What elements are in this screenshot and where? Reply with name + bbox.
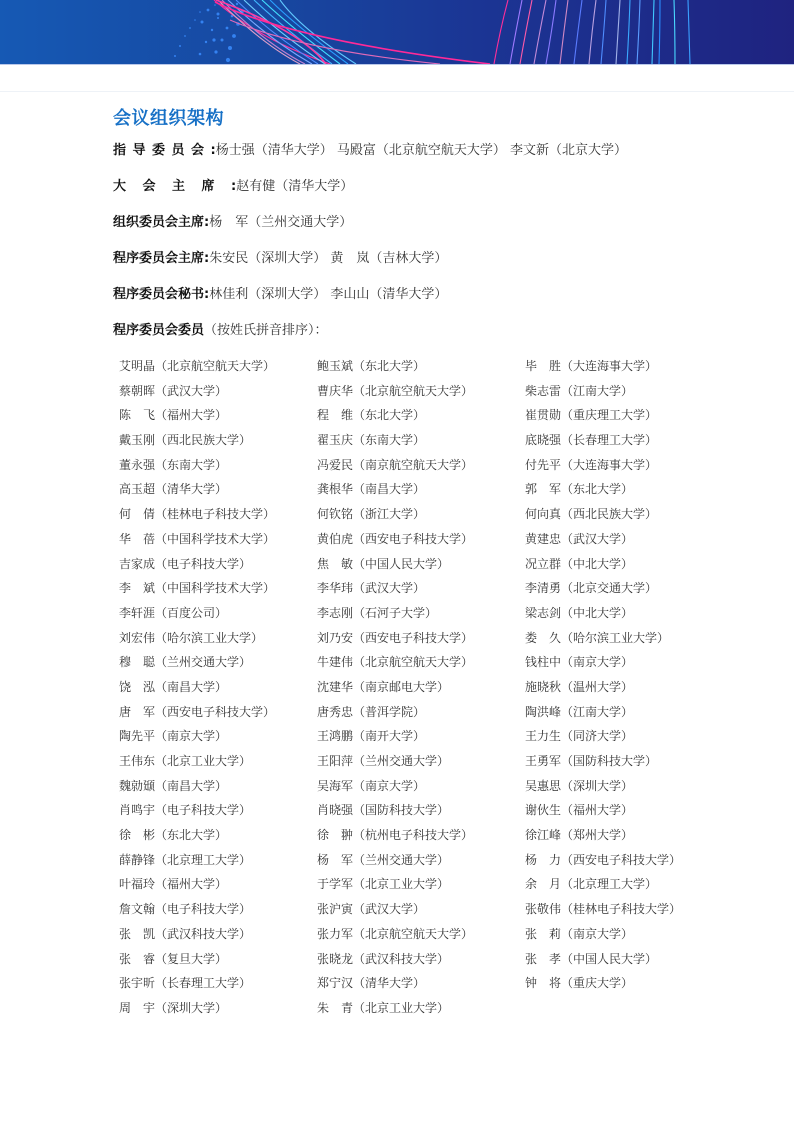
member-item (317, 381, 525, 406)
member-name: 王力生 (525, 729, 562, 744)
member-name: 翟玉庆 (317, 433, 354, 448)
member-name: 刘宏伟 (119, 630, 156, 645)
member-affiliation: （长春理工大学） (155, 976, 252, 991)
member-affiliation: （电子科技大学） (155, 902, 252, 917)
member-item (525, 949, 719, 974)
member-item (317, 554, 525, 579)
member-affiliation: （中国科学技术大学） (155, 581, 276, 596)
role-program-chair (113, 250, 447, 268)
member-name: 唐 军 (119, 704, 156, 719)
member-affiliation: （桂林电子科技大学） (155, 507, 276, 522)
member-item (119, 825, 317, 850)
member-item (317, 949, 525, 974)
member-item (317, 504, 525, 529)
member-item (317, 800, 525, 825)
member-affiliation: （兰州交通大学） (353, 852, 450, 867)
role-colon: : (204, 251, 210, 266)
member-name: 底晓强 (525, 433, 562, 448)
member-affiliation: （中国科学技术大学） (155, 531, 276, 546)
role-label: 程序委员会委员 (113, 323, 205, 338)
member-item (119, 479, 317, 504)
member-affiliation: （国防科技大学） (561, 754, 658, 768)
member-affiliation: （中北大学） (561, 605, 634, 620)
member-name: 付先平 (525, 457, 562, 472)
member-item (317, 874, 525, 899)
member-item (119, 578, 317, 603)
member-name: 毕 胜 (525, 359, 562, 373)
member-item (119, 455, 317, 480)
member-item (317, 603, 525, 628)
member-name: 沈建华 (317, 679, 354, 694)
member-item (317, 652, 525, 677)
member-item (119, 726, 317, 751)
member-item (317, 702, 525, 727)
member-item (119, 998, 317, 1023)
member-name: 肖鸣宇 (119, 803, 156, 818)
member-item (119, 554, 317, 579)
member-affiliation: （石河子大学） (353, 605, 438, 620)
member-affiliation: （北京航空航天大学） (353, 655, 474, 670)
member-item (525, 751, 719, 776)
member-name: 张沪寅 (317, 902, 354, 917)
member-name: 况立群 (525, 556, 562, 571)
member-item (119, 850, 317, 875)
member-affiliation: （南京大学） (561, 926, 634, 941)
member-name: 王伟东 (119, 754, 156, 768)
member-affiliation: （西北民族大学） (155, 433, 252, 448)
member-affiliation: （南昌大学） (155, 778, 228, 793)
member-affiliation: （南京航空航天大学） (353, 457, 474, 472)
member-affiliation: （北京航空航天大学） (353, 926, 474, 941)
member-affiliation: （北京理工大学） (561, 877, 658, 892)
member-affiliation: （电子科技大学） (155, 556, 252, 571)
section-title: 会议组织架构 (113, 108, 224, 129)
member-affiliation: （北京工业大学） (353, 1000, 450, 1015)
member-affiliation: （武汉大学） (353, 902, 426, 917)
member-affiliation: （福州大学） (155, 877, 228, 892)
role-colon: : (231, 179, 237, 194)
member-affiliation: （清华大学） (353, 976, 426, 991)
member-name: 牛建伟 (317, 655, 354, 670)
role-program-secretary (113, 286, 447, 304)
member-name: 徐江峰 (525, 828, 562, 843)
member-item (119, 603, 317, 628)
member-name: 艾明晶 (119, 359, 156, 373)
member-item (317, 628, 525, 653)
member-name: 张 睿 (119, 951, 156, 966)
member-name: 李志刚 (317, 605, 354, 620)
member-name: 董永强 (119, 457, 156, 472)
member-item (525, 973, 719, 998)
member-name: 饶 泓 (119, 679, 156, 694)
member-item (119, 949, 317, 974)
member-item (525, 455, 719, 480)
member-item (119, 973, 317, 998)
member-name: 杨 军 (317, 852, 354, 867)
member-affiliation: （武汉大学） (353, 581, 426, 596)
member-name: 张敬伟 (525, 902, 562, 917)
member-affiliation: （北京工业大学） (353, 877, 450, 892)
member-affiliation: （东北大学） (155, 828, 228, 843)
member-item (525, 677, 719, 702)
member-item (119, 405, 317, 430)
member-affiliation: （武汉科技大学） (155, 926, 252, 941)
member-name: 朱 青 (317, 1000, 354, 1015)
member-name: 魏勍颋 (119, 778, 156, 793)
member-name: 周 宇 (119, 1000, 156, 1015)
member-item (525, 924, 719, 949)
member-affiliation: （长春理工大学） (561, 433, 658, 448)
member-item (119, 652, 317, 677)
role-organizing-chair (113, 214, 352, 232)
member-affiliation: （武汉科技大学） (353, 951, 450, 966)
member-affiliation: （南京邮电大学） (353, 679, 450, 694)
banner-decoration (0, 0, 794, 64)
member-affiliation: （深圳大学） (561, 778, 634, 793)
member-name: 张宇昕 (119, 976, 156, 991)
role-value: 杨士强（清华大学） 马殿富（北京航空航天大学） 李文新（北京大学） (215, 143, 627, 158)
member-name: 张力军 (317, 926, 354, 941)
member-name: 何钦铭 (317, 507, 354, 522)
member-affiliation: （南开大学） (353, 729, 426, 744)
member-item (317, 776, 525, 801)
role-value: 林佳利（深圳大学） 李山山（清华大学） (209, 287, 448, 302)
member-item (525, 504, 719, 529)
member-item (317, 430, 525, 455)
role-value: 朱安民（深圳大学） 黄 岚（吉林大学） (209, 251, 448, 266)
member-affiliation: （北京航空航天大学） (155, 359, 276, 373)
header-banner (0, 0, 794, 65)
member-name: 施晓秋 (525, 679, 562, 694)
role-label: 程序委员会秘书 (113, 287, 205, 302)
member-affiliation: （中北大学） (561, 556, 634, 571)
member-item (317, 751, 525, 776)
member-affiliation: （江南大学） (561, 704, 634, 719)
member-affiliation: （北京交通大学） (561, 581, 658, 596)
member-name: 薛静锋 (119, 852, 156, 867)
role-label: 大会主席 (113, 179, 232, 194)
member-item (317, 899, 525, 924)
member-affiliation: （东南大学） (353, 433, 426, 448)
member-affiliation: （福州大学） (155, 408, 228, 423)
member-affiliation: （郑州大学） (561, 828, 634, 843)
member-name: 王勇军 (525, 754, 562, 768)
member-affiliation: （哈尔滨工业大学） (155, 630, 264, 645)
member-name: 崔贯勋 (525, 408, 562, 423)
member-affiliation: （杭州电子科技大学） (353, 828, 474, 843)
member-affiliation: （电子科技大学） (155, 803, 252, 818)
member-name: 黄建忠 (525, 531, 562, 546)
member-item (317, 726, 525, 751)
member-affiliation: （南昌大学） (353, 482, 426, 497)
member-affiliation: （北京理工大学） (155, 852, 252, 867)
member-name: 刘乃安 (317, 630, 354, 645)
member-item (525, 554, 719, 579)
member-item (525, 726, 719, 751)
member-affiliation: （福州大学） (561, 803, 634, 818)
member-affiliation: （南京大学） (155, 729, 228, 744)
member-name: 曹庆华 (317, 383, 354, 398)
member-affiliation: （同济大学） (561, 729, 634, 744)
member-affiliation: （东南大学） (155, 457, 228, 472)
role-label: 组织委员会主席 (113, 215, 205, 230)
member-item (525, 899, 719, 924)
member-name: 钱柱中 (525, 655, 562, 670)
member-affiliation: （桂林电子科技大学） (561, 902, 682, 917)
member-name: 吉家成 (119, 556, 156, 571)
member-name: 肖晓强 (317, 803, 354, 818)
member-item (119, 628, 317, 653)
member-item (119, 899, 317, 924)
member-name: 程 维 (317, 408, 354, 423)
member-affiliation: （东北大学） (353, 359, 426, 373)
member-name: 穆 聪 (119, 655, 156, 670)
member-affiliation: （国防科技大学） (353, 803, 450, 818)
member-affiliation: （西安电子科技大学） (353, 531, 474, 546)
member-list (119, 356, 719, 1023)
member-name: 徐 彬 (119, 828, 156, 843)
member-item (525, 702, 719, 727)
role-program-members (113, 322, 328, 340)
member-affiliation: （武汉大学） (155, 383, 228, 398)
role-value: （按姓氏拼音排序）： (204, 323, 328, 338)
member-affiliation: （清华大学） (155, 482, 228, 497)
member-name: 陶先平 (119, 729, 156, 744)
member-affiliation: （深圳大学） (155, 1000, 228, 1015)
member-name: 郑宁汉 (317, 976, 354, 991)
member-affiliation: （西北民族大学） (561, 507, 658, 522)
member-affiliation: （西安电子科技大学） (155, 704, 276, 719)
member-affiliation: （西安电子科技大学） (561, 852, 682, 867)
member-name: 叶福玲 (119, 877, 156, 892)
member-name: 龚根华 (317, 482, 354, 497)
member-name: 李华玮 (317, 581, 354, 596)
member-name: 冯爱民 (317, 457, 354, 472)
member-affiliation: （南京大学） (561, 655, 634, 670)
member-item (317, 455, 525, 480)
role-colon: : (204, 215, 210, 230)
member-name: 梁志剑 (525, 605, 562, 620)
member-item (525, 356, 719, 381)
member-item (525, 603, 719, 628)
member-item (317, 529, 525, 554)
member-affiliation: （大连海事大学） (561, 457, 658, 472)
member-name: 何 倩 (119, 507, 156, 522)
member-affiliation: （东北大学） (353, 408, 426, 423)
member-affiliation: （重庆理工大学） (561, 408, 658, 423)
member-item (317, 850, 525, 875)
member-name: 吴海军 (317, 778, 354, 793)
member-name: 陈 飞 (119, 408, 156, 423)
member-name: 娄 久 (525, 630, 562, 645)
role-steering-committee (113, 142, 627, 160)
member-item (119, 924, 317, 949)
member-affiliation: （普洱学院） (353, 704, 426, 719)
member-name: 戴玉刚 (119, 433, 156, 448)
member-name: 詹文翰 (119, 902, 156, 917)
member-item (525, 652, 719, 677)
member-affiliation: （复旦大学） (155, 951, 228, 966)
member-item (525, 578, 719, 603)
member-affiliation: （哈尔滨工业大学） (561, 630, 670, 645)
header-divider (0, 91, 794, 92)
member-name: 徐 翀 (317, 828, 354, 843)
member-name: 张晓龙 (317, 951, 354, 966)
member-item (317, 677, 525, 702)
member-affiliation: （浙江大学） (353, 507, 426, 522)
member-name: 李清勇 (525, 581, 562, 596)
member-name: 张 凯 (119, 926, 156, 941)
member-name: 于学军 (317, 877, 354, 892)
member-item (317, 825, 525, 850)
member-affiliation: （兰州交通大学） (353, 754, 450, 768)
member-name: 高玉超 (119, 482, 156, 497)
member-item (119, 356, 317, 381)
member-item (119, 504, 317, 529)
member-item (525, 381, 719, 406)
member-name: 蔡朝晖 (119, 383, 156, 398)
role-general-chair (113, 178, 353, 196)
member-affiliation: （兰州交通大学） (155, 655, 252, 670)
member-name: 华 蓓 (119, 531, 156, 546)
role-label: 程序委员会主席 (113, 251, 205, 266)
member-affiliation: （北京航空航天大学） (353, 383, 474, 398)
member-item (317, 356, 525, 381)
member-item (119, 529, 317, 554)
member-name: 吴惠思 (525, 778, 562, 793)
role-value: 杨 军（兰州交通大学） (209, 215, 353, 230)
member-name: 黄伯虎 (317, 531, 354, 546)
member-name: 李 斌 (119, 581, 156, 596)
member-item (525, 825, 719, 850)
role-value: 赵有健（清华大学） (236, 179, 354, 194)
member-name: 余 月 (525, 877, 562, 892)
member-item (119, 800, 317, 825)
member-item (119, 874, 317, 899)
member-name: 陶洪峰 (525, 704, 562, 719)
member-name: 唐秀忠 (317, 704, 354, 719)
member-affiliation: （中国人民大学） (353, 556, 450, 571)
member-affiliation: （西安电子科技大学） (353, 630, 474, 645)
member-item (317, 479, 525, 504)
member-item (119, 381, 317, 406)
member-item (317, 998, 525, 1023)
member-item (119, 677, 317, 702)
member-item (119, 751, 317, 776)
member-name: 钟 将 (525, 976, 562, 991)
member-item (119, 430, 317, 455)
role-colon: : (204, 287, 210, 302)
member-item (119, 702, 317, 727)
member-item (525, 800, 719, 825)
member-item (525, 628, 719, 653)
member-item (525, 850, 719, 875)
member-item (525, 776, 719, 801)
role-colon: : (210, 143, 216, 158)
member-name: 李轩涯 (119, 605, 156, 620)
member-affiliation: （南昌大学） (155, 679, 228, 694)
member-item (525, 430, 719, 455)
member-affiliation: （大连海事大学） (561, 359, 658, 373)
member-name: 郭 军 (525, 482, 562, 497)
member-name: 焦 敏 (317, 556, 354, 571)
member-affiliation: （东北大学） (561, 482, 634, 497)
member-name: 鲍玉斌 (317, 359, 354, 373)
member-item (317, 973, 525, 998)
member-name: 杨 力 (525, 852, 562, 867)
member-affiliation: （中国人民大学） (561, 951, 658, 966)
member-name: 谢伙生 (525, 803, 562, 818)
member-name: 何向真 (525, 507, 562, 522)
member-affiliation: （百度公司） (155, 605, 228, 620)
member-item (119, 776, 317, 801)
member-affiliation: （北京工业大学） (155, 754, 252, 768)
member-item (317, 924, 525, 949)
member-item (525, 405, 719, 430)
member-name: 张 孝 (525, 951, 562, 966)
member-name: 柴志雷 (525, 383, 562, 398)
member-item (317, 578, 525, 603)
member-item (525, 529, 719, 554)
member-affiliation: （温州大学） (561, 679, 634, 694)
member-name: 王阳萍 (317, 754, 354, 768)
member-affiliation: （南京大学） (353, 778, 426, 793)
member-affiliation: （武汉大学） (561, 531, 634, 546)
member-item (525, 479, 719, 504)
member-item (317, 405, 525, 430)
role-label: 指导委员会 (113, 143, 211, 158)
member-affiliation: （江南大学） (561, 383, 634, 398)
member-item (525, 874, 719, 899)
member-name: 张 莉 (525, 926, 562, 941)
member-name: 王鸿鹏 (317, 729, 354, 744)
member-affiliation: （重庆大学） (561, 976, 634, 991)
